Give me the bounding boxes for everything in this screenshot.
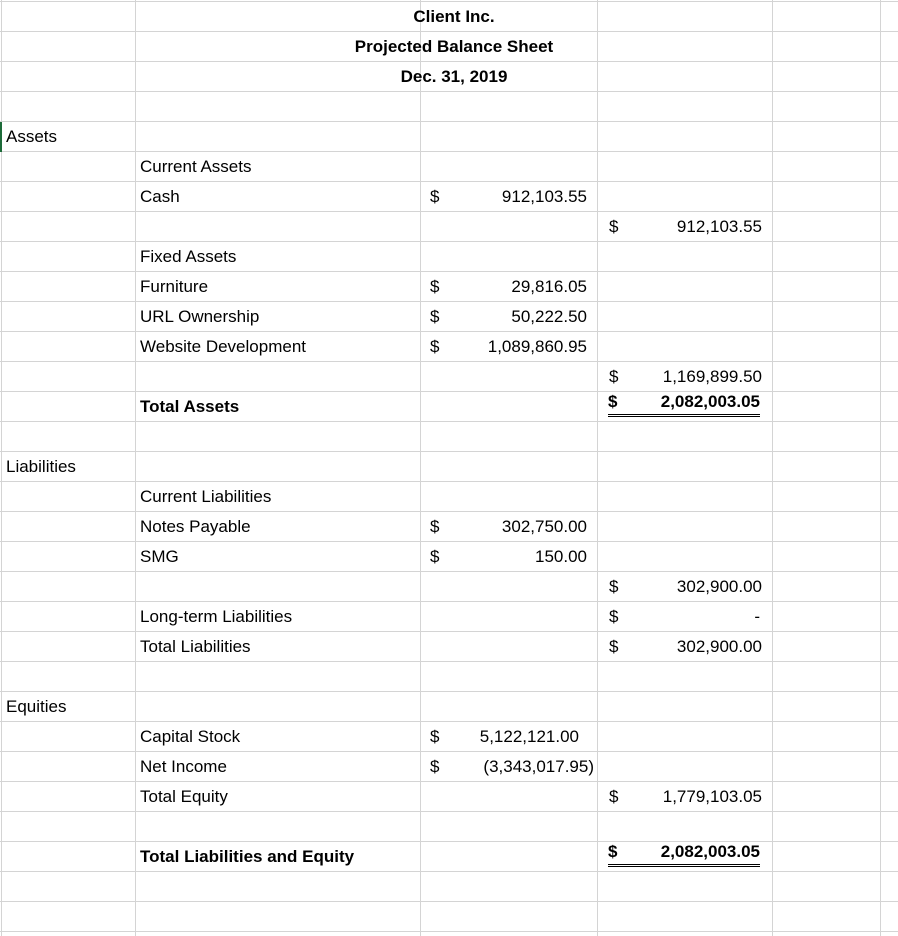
currency-symbol: $	[608, 842, 618, 861]
currency-symbol: $	[609, 607, 619, 626]
currency-symbol: $	[608, 392, 618, 411]
currency-symbol: $	[609, 577, 619, 596]
sheet-date: Dec. 31, 2019	[400, 67, 508, 86]
current-assets-label[interactable]: Current Assets	[140, 157, 252, 176]
currency-symbol: $	[609, 367, 619, 386]
website-development-label[interactable]: Website Development	[140, 337, 306, 356]
liabilities-section-label[interactable]: Liabilities	[6, 457, 76, 476]
total-liabilities-equity-cell[interactable]	[608, 842, 762, 872]
net-income-label[interactable]: Net Income	[140, 757, 227, 776]
notes-payable-label[interactable]: Notes Payable	[140, 517, 251, 536]
current-liabilities-label[interactable]: Current Liabilities	[140, 487, 272, 506]
currency-symbol: $	[430, 337, 440, 356]
current-liabilities-total[interactable]: 302,900.00	[676, 577, 762, 596]
currency-symbol: $	[430, 757, 440, 776]
current-assets-total[interactable]: 912,103.55	[676, 217, 762, 236]
total-liabilities-label[interactable]: Total Liabilities	[140, 637, 251, 656]
grid-col-line	[135, 0, 136, 936]
currency-symbol: $	[430, 517, 440, 536]
capital-stock-label[interactable]: Capital Stock	[140, 727, 241, 746]
grid-col-line	[772, 0, 773, 936]
company-name: Client Inc.	[413, 7, 495, 26]
currency-symbol: $	[430, 277, 440, 296]
currency-symbol: $	[430, 727, 440, 746]
website-development-value[interactable]: 1,089,860.95	[487, 337, 587, 356]
total-assets-cell[interactable]	[608, 392, 762, 422]
total-assets-label[interactable]: Total Assets	[140, 397, 240, 416]
total-liabilities-equity-label[interactable]: Total Liabilities and Equity	[140, 847, 355, 866]
currency-symbol: $	[609, 637, 619, 656]
currency-symbol: $	[430, 187, 440, 206]
currency-symbol: $	[609, 787, 619, 806]
total-assets-underline	[608, 392, 760, 417]
total-liabilities-value[interactable]: 302,900.00	[676, 637, 762, 656]
grid-col-line	[880, 0, 881, 936]
total-liabilities-equity-underline	[608, 842, 760, 867]
sheet-title: Projected Balance Sheet	[354, 37, 554, 56]
smg-label[interactable]: SMG	[140, 547, 179, 566]
total-equity-label[interactable]: Total Equity	[140, 787, 228, 806]
long-term-liabilities-value[interactable]: -	[754, 607, 760, 626]
active-cell-indicator	[0, 122, 2, 152]
fixed-assets-total[interactable]: 1,169,899.50	[662, 367, 762, 386]
grid-col-line	[597, 0, 598, 936]
long-term-liabilities-label[interactable]: Long-term Liabilities	[140, 607, 293, 626]
url-ownership-value[interactable]: 50,222.50	[511, 307, 587, 326]
currency-symbol: $	[430, 307, 440, 326]
total-assets-value: 2,082,003.05	[660, 392, 760, 411]
furniture-label[interactable]: Furniture	[140, 277, 209, 296]
total-liabilities-equity-value: 2,082,003.05	[660, 842, 760, 861]
cash-value[interactable]: 912,103.55	[501, 187, 587, 206]
assets-section-label[interactable]: Assets	[6, 127, 58, 146]
cash-label[interactable]: Cash	[140, 187, 180, 206]
fixed-assets-label[interactable]: Fixed Assets	[140, 247, 237, 266]
grid-col-line	[420, 0, 421, 936]
notes-payable-value[interactable]: 302,750.00	[501, 517, 587, 536]
url-ownership-label[interactable]: URL Ownership	[140, 307, 260, 326]
capital-stock-value[interactable]: 5,122,121.00	[479, 727, 579, 746]
currency-symbol: $	[609, 217, 619, 236]
total-equity-value[interactable]: 1,779,103.05	[662, 787, 762, 806]
currency-symbol: $	[430, 547, 440, 566]
net-income-value[interactable]: (3,343,017.95)	[483, 757, 594, 776]
smg-value[interactable]: 150.00	[535, 547, 587, 566]
equities-section-label[interactable]: Equities	[6, 697, 67, 716]
furniture-value[interactable]: 29,816.05	[511, 277, 587, 296]
